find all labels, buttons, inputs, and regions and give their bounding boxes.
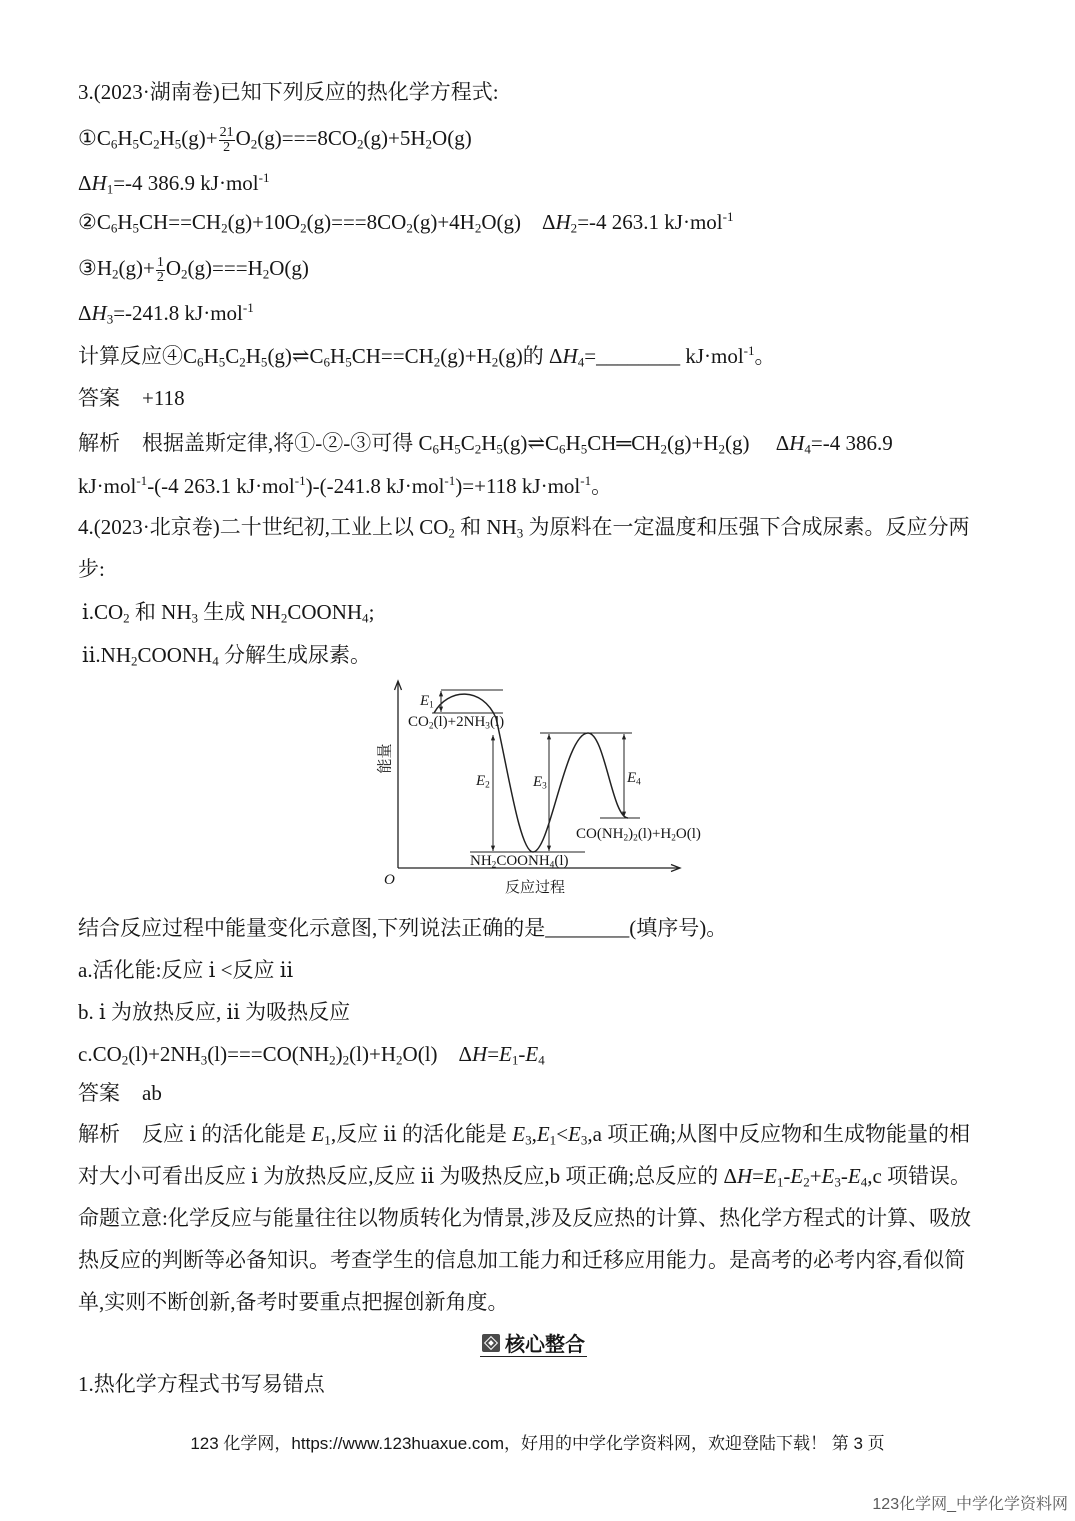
text-run: O(g) xyxy=(432,126,472,150)
subscript: 2 xyxy=(123,610,130,626)
text-run: (g)+ xyxy=(181,126,218,150)
section-heading xyxy=(480,1329,587,1357)
text-run: ) xyxy=(335,1042,343,1066)
site-watermark: 123化学网_中学化学资料网 xyxy=(872,1496,1068,1513)
subscript: 2 xyxy=(474,220,482,236)
q3-equation-1 xyxy=(78,120,1023,156)
text-run: 为原料在一定温度和压强下合成尿素。反应分两 xyxy=(523,515,970,539)
subscript: 3 xyxy=(542,781,547,792)
subscript: 2 xyxy=(718,441,725,457)
text-run: 根据盖斯定律,将①-②-③可得 C xyxy=(142,431,433,455)
subscript: 5 xyxy=(580,441,588,457)
subscript: 4 xyxy=(549,860,555,871)
italic-symbol: H xyxy=(789,431,805,455)
subscript: 5 xyxy=(174,136,182,152)
subscript: 2 xyxy=(671,833,676,844)
superscript: -1 xyxy=(743,342,755,358)
text-run: (g) Δ xyxy=(724,431,790,455)
subscript: 3 xyxy=(580,1132,588,1148)
q4-intent-line-2: 热反应的判断等必备知识。考查学生的信息加工能力和迁移应用能力。是高考的必考内容,看似简 xyxy=(78,1248,966,1272)
subscript: 6 xyxy=(559,441,566,457)
fraction-denominator: 2 xyxy=(223,139,231,155)
text-run: ⅱ.NH xyxy=(82,643,132,667)
subscript: 2 xyxy=(329,1052,336,1068)
subscript: 1 xyxy=(106,181,114,197)
text-run: Δ xyxy=(78,171,92,195)
text-run: c.CO xyxy=(78,1042,122,1066)
q4-step-2 xyxy=(82,637,1023,673)
text-run: 4.(2023·北京卷)二十世纪初,工业上以 CO xyxy=(78,515,449,539)
text-run: NH xyxy=(470,853,492,869)
subscript: 3 xyxy=(106,311,114,327)
text-run: (g)+ xyxy=(118,256,155,280)
subscript: 2 xyxy=(633,833,638,844)
subscript: 1 xyxy=(511,1052,519,1068)
q3-stem: 3.(2023·湖南卷)已知下列反应的热化学方程式: xyxy=(78,80,499,104)
subscript: 2 xyxy=(121,1052,129,1068)
text-run: CH==CH xyxy=(139,210,222,234)
q3-enthalpy-3 xyxy=(78,295,1023,331)
text-run: ,c 项错误。 xyxy=(867,1164,972,1188)
subscript: 6 xyxy=(197,354,204,370)
text-run: CH═CH xyxy=(587,431,661,455)
q4-intent-line-3: 单,实则不断创新,备考时要重点把握创新角度。 xyxy=(78,1290,509,1314)
text-run: H xyxy=(117,126,133,150)
text-run: (g)+H xyxy=(440,344,492,368)
fraction-numerator: 1 xyxy=(156,254,164,270)
text-run: O(g) xyxy=(269,256,309,280)
text-run: (l)+2NH xyxy=(433,714,486,730)
text-run: (g)+H xyxy=(666,431,719,455)
italic-symbol: E xyxy=(311,1122,325,1146)
subscript: 2 xyxy=(300,220,307,236)
x-axis-label: 反应过程 xyxy=(505,880,566,896)
subscript: 2 xyxy=(425,136,433,152)
subscript: 2 xyxy=(131,653,138,669)
subscript: 3 xyxy=(200,1052,208,1068)
italic-symbol: E xyxy=(821,1164,835,1188)
text-run: H xyxy=(330,344,346,368)
italic-symbol: H xyxy=(555,210,571,234)
text-run: - xyxy=(783,1164,791,1188)
subscript: 4 xyxy=(860,1174,868,1190)
text-run: ,a 项正确;从图中反应物和生成物能量的相 xyxy=(587,1122,971,1146)
q3-analysis-line-1 xyxy=(78,425,1023,461)
subscript: 5 xyxy=(496,441,503,457)
page-footer: 123 化学网，https://www.123huaxue.com，好用的中学化学资料网，欢迎登陆下载！ 第 3 页 xyxy=(190,1434,885,1453)
text-run: O(g) Δ xyxy=(481,210,556,234)
text-run: - xyxy=(518,1042,526,1066)
text-run: H xyxy=(203,344,219,368)
q4-stem-line-1 xyxy=(78,509,1023,545)
subscript: 1 xyxy=(549,1132,557,1148)
subscript: 5 xyxy=(345,354,352,370)
q4-intent-line-1: 命题立意:化学反应与能量往往以物质转化为情景,涉及反应热的计算、热化学方程式的计算、吸放 xyxy=(78,1206,972,1230)
text-run: H xyxy=(565,431,581,455)
italic-symbol: E xyxy=(536,1122,550,1146)
text-run: H xyxy=(117,210,133,234)
subscript: 2 xyxy=(153,136,160,152)
subscript: 3 xyxy=(485,721,490,732)
subscript: 5 xyxy=(260,354,268,370)
text-run: COONH xyxy=(137,643,213,667)
text-run: = xyxy=(752,1164,765,1188)
subscript: 2 xyxy=(570,220,578,236)
italic-symbol: E xyxy=(627,770,637,786)
subscript: 3 xyxy=(834,1174,841,1190)
italic-symbol: E xyxy=(499,1042,512,1066)
fraction-denominator: 2 xyxy=(156,269,164,285)
text-run: (g)===8CO xyxy=(306,210,407,234)
superscript: -1 xyxy=(294,472,306,488)
text-run: ; xyxy=(368,600,375,624)
text-run: CO xyxy=(408,714,429,730)
text-run: ⅰ.CO xyxy=(82,600,124,624)
fraction xyxy=(156,256,165,285)
subscript: 2 xyxy=(474,441,482,457)
subscript: 2 xyxy=(262,266,270,282)
text-run: 和 NH xyxy=(454,515,517,539)
text-run: CO(NH xyxy=(576,826,624,842)
subscript: 2 xyxy=(406,220,413,236)
text-run: kJ·mol xyxy=(78,474,137,498)
fraction-numerator: 21 xyxy=(219,124,234,140)
italic-symbol: E xyxy=(512,1122,526,1146)
subscript: 2 xyxy=(342,1052,350,1068)
subscript: 4 xyxy=(636,777,641,788)
text-run: COONH xyxy=(496,853,550,869)
subscript: 5 xyxy=(132,136,140,152)
subscript: 2 xyxy=(239,354,246,370)
text-run: (l) xyxy=(489,714,505,730)
text-run: ab xyxy=(142,1081,162,1105)
italic-symbol: H xyxy=(737,1164,753,1188)
text-run: (g)⇌C xyxy=(502,431,560,455)
q3-enthalpy-1 xyxy=(78,165,1023,201)
text-run: H xyxy=(159,126,175,150)
text-run: =-4 386.9 kJ·mol xyxy=(113,171,259,195)
subscript: 2 xyxy=(280,610,288,626)
subscript: 5 xyxy=(132,220,140,236)
superscript: -1 xyxy=(136,472,148,488)
text-run: (l)+H xyxy=(349,1042,397,1066)
text-run: -(-4 263.1 kJ·mol xyxy=(147,474,295,498)
q4-analysis-line-2 xyxy=(78,1158,1023,1194)
text-run: 生成 NH xyxy=(198,600,281,624)
subscript: 6 xyxy=(323,354,331,370)
text-run: ③H xyxy=(78,256,112,280)
subscript: 2 xyxy=(623,833,629,844)
subscript: 5 xyxy=(454,441,461,457)
text-run: Δ xyxy=(78,301,92,325)
q3-equation-2 xyxy=(78,204,1023,240)
italic-symbol: H xyxy=(91,171,107,195)
origin-label: O xyxy=(384,872,395,888)
q4-analysis-line-1 xyxy=(78,1116,1023,1152)
section-item-1: 1.热化学方程式书写易错点 xyxy=(78,1372,325,1396)
text-run: 分解生成尿素。 xyxy=(218,643,371,667)
subscript: 2 xyxy=(803,1174,810,1190)
text-run: , xyxy=(531,1122,537,1146)
text-run: (g)⇌C xyxy=(267,344,324,368)
label-tag: 解析 xyxy=(78,431,120,455)
subscript: 2 xyxy=(357,136,364,152)
text-run: )=+118 kJ·mol xyxy=(455,474,581,498)
text-run: )-(-241.8 kJ·mol xyxy=(305,474,445,498)
superscript: -1 xyxy=(242,299,254,315)
products-label xyxy=(576,826,701,843)
superscript: -1 xyxy=(722,208,734,224)
text-run: (l)===CO(NH xyxy=(207,1042,330,1066)
superscript: -1 xyxy=(444,472,456,488)
text-run: C xyxy=(139,126,154,150)
subscript: 6 xyxy=(110,220,118,236)
italic-symbol: E xyxy=(568,1122,581,1146)
subscript: 1 xyxy=(324,1132,331,1148)
text-run: (g)===8CO xyxy=(257,126,357,150)
italic-symbol: E xyxy=(533,774,543,790)
q4-option-a: a.活化能:反应 ⅰ <反应 ⅱ xyxy=(78,958,294,982)
q3-equation-3 xyxy=(78,250,1023,286)
label-tag: 答案 xyxy=(78,386,120,410)
text-run: (l)+2NH xyxy=(128,1042,201,1066)
text-run: 计算反应④C xyxy=(78,344,198,368)
e3-label xyxy=(533,774,547,791)
subscript: 6 xyxy=(110,136,118,152)
subscript: 2 xyxy=(660,441,667,457)
subscript: 2 xyxy=(112,266,119,282)
q3-answer xyxy=(78,380,1023,416)
italic-symbol: E xyxy=(764,1164,777,1188)
subscript: 4 xyxy=(212,653,219,669)
subscript: 2 xyxy=(485,780,490,791)
q4-stem-line-2: 步: xyxy=(78,557,105,581)
italic-symbol: H xyxy=(91,301,107,325)
subscript: 2 xyxy=(448,525,455,541)
subscript: 2 xyxy=(433,354,441,370)
label-tag: 答案 xyxy=(78,1081,120,1105)
text-run: +118 xyxy=(142,386,185,410)
subscript: 1 xyxy=(776,1174,784,1190)
q4-question: 结合反应过程中能量变化示意图,下列说法正确的是________(填序号)。 xyxy=(78,916,728,940)
text-run: 。 xyxy=(591,474,613,498)
text-run: =-4 263.1 kJ·mol xyxy=(577,210,723,234)
q3-analysis-line-2 xyxy=(78,468,1023,504)
text-run: (g)+10O xyxy=(227,210,301,234)
q4-step-1 xyxy=(82,594,1023,630)
e2-label xyxy=(476,773,490,790)
italic-symbol: H xyxy=(562,344,578,368)
e4-label xyxy=(627,770,641,787)
subscript: 2 xyxy=(491,354,499,370)
italic-symbol: E xyxy=(476,773,486,789)
text-run: O(l) Δ xyxy=(402,1042,473,1066)
text-run: ) xyxy=(628,826,634,842)
text-run: H xyxy=(481,431,497,455)
text-run: 和 NH xyxy=(129,600,192,624)
text-run: (l) xyxy=(554,853,569,869)
text-run: ②C xyxy=(78,210,111,234)
subscript: 2 xyxy=(396,1052,403,1068)
subscript: 2 xyxy=(221,220,228,236)
superscript: -1 xyxy=(580,472,592,488)
text-run: ,反应 ⅱ 的活化能是 xyxy=(330,1122,513,1146)
subscript: 2 xyxy=(250,136,258,152)
text-run: O(l) xyxy=(675,826,701,842)
text-run: H xyxy=(439,431,455,455)
subscript: 3 xyxy=(516,525,524,541)
subscript: 3 xyxy=(191,610,199,626)
subscript: 6 xyxy=(432,441,440,457)
text-run: - xyxy=(840,1164,848,1188)
e1-label xyxy=(420,693,434,710)
text-run: 。 xyxy=(754,344,776,368)
text-run: COONH xyxy=(287,600,363,624)
q4-answer xyxy=(78,1075,1023,1111)
text-run: (g)的 Δ xyxy=(498,344,563,368)
subscript: 2 xyxy=(428,721,434,732)
italic-symbol: E xyxy=(847,1164,861,1188)
text-run: H xyxy=(245,344,261,368)
text-run: + xyxy=(809,1164,822,1188)
q4-option-b: b. ⅰ 为放热反应, ⅱ 为吸热反应 xyxy=(78,1000,351,1024)
text-run: =________ kJ·mol xyxy=(584,344,744,368)
text-run: ①C xyxy=(78,126,111,150)
q4-option-c xyxy=(78,1036,1023,1072)
text-run: CH==CH xyxy=(351,344,434,368)
text-run: (g)+4H xyxy=(412,210,475,234)
text-run: (g)+5H xyxy=(363,126,426,150)
subscript: 4 xyxy=(538,1052,545,1068)
reactants-label xyxy=(408,714,504,731)
text-run: O xyxy=(165,256,182,280)
energy-diagram xyxy=(370,675,730,905)
italic-symbol: E xyxy=(420,693,430,709)
section-title: 核心整合 xyxy=(505,1332,585,1356)
subscript: 3 xyxy=(525,1132,532,1148)
text-run: = xyxy=(487,1042,500,1066)
diamond-badge-icon xyxy=(482,1334,500,1352)
subscript: 1 xyxy=(429,700,434,711)
label-tag: 解析 xyxy=(78,1122,120,1146)
q3-calculation-prompt xyxy=(78,338,1023,374)
text-run: O xyxy=(235,126,251,150)
text-run: 对大小可看出反应 ⅰ 为放热反应,反应 ⅱ 为吸热反应,b 项正确;总反应的 Δ xyxy=(78,1164,737,1188)
subscript: 5 xyxy=(218,354,226,370)
text-run: (l)+H xyxy=(637,826,672,842)
subscript: 2 xyxy=(181,266,188,282)
subscript: 4 xyxy=(362,610,369,626)
text-run: C xyxy=(460,431,475,455)
subscript: 4 xyxy=(577,354,585,370)
y-axis-label: 能量 xyxy=(377,743,394,774)
subscript: 2 xyxy=(491,860,497,871)
text-run: 反应 ⅰ 的活化能是 xyxy=(142,1122,312,1146)
text-run: =-241.8 kJ·mol xyxy=(113,301,243,325)
italic-symbol: H xyxy=(472,1042,488,1066)
subscript: 4 xyxy=(804,441,811,457)
text-run: C xyxy=(225,344,240,368)
italic-symbol: E xyxy=(790,1164,804,1188)
italic-symbol: E xyxy=(525,1042,539,1066)
superscript: -1 xyxy=(258,169,270,185)
fraction xyxy=(219,126,235,155)
text-run: < xyxy=(556,1122,569,1146)
text-run: (g)===H xyxy=(187,256,263,280)
text-run: =-4 386.9 xyxy=(810,431,893,455)
intermediate-label xyxy=(470,853,569,870)
